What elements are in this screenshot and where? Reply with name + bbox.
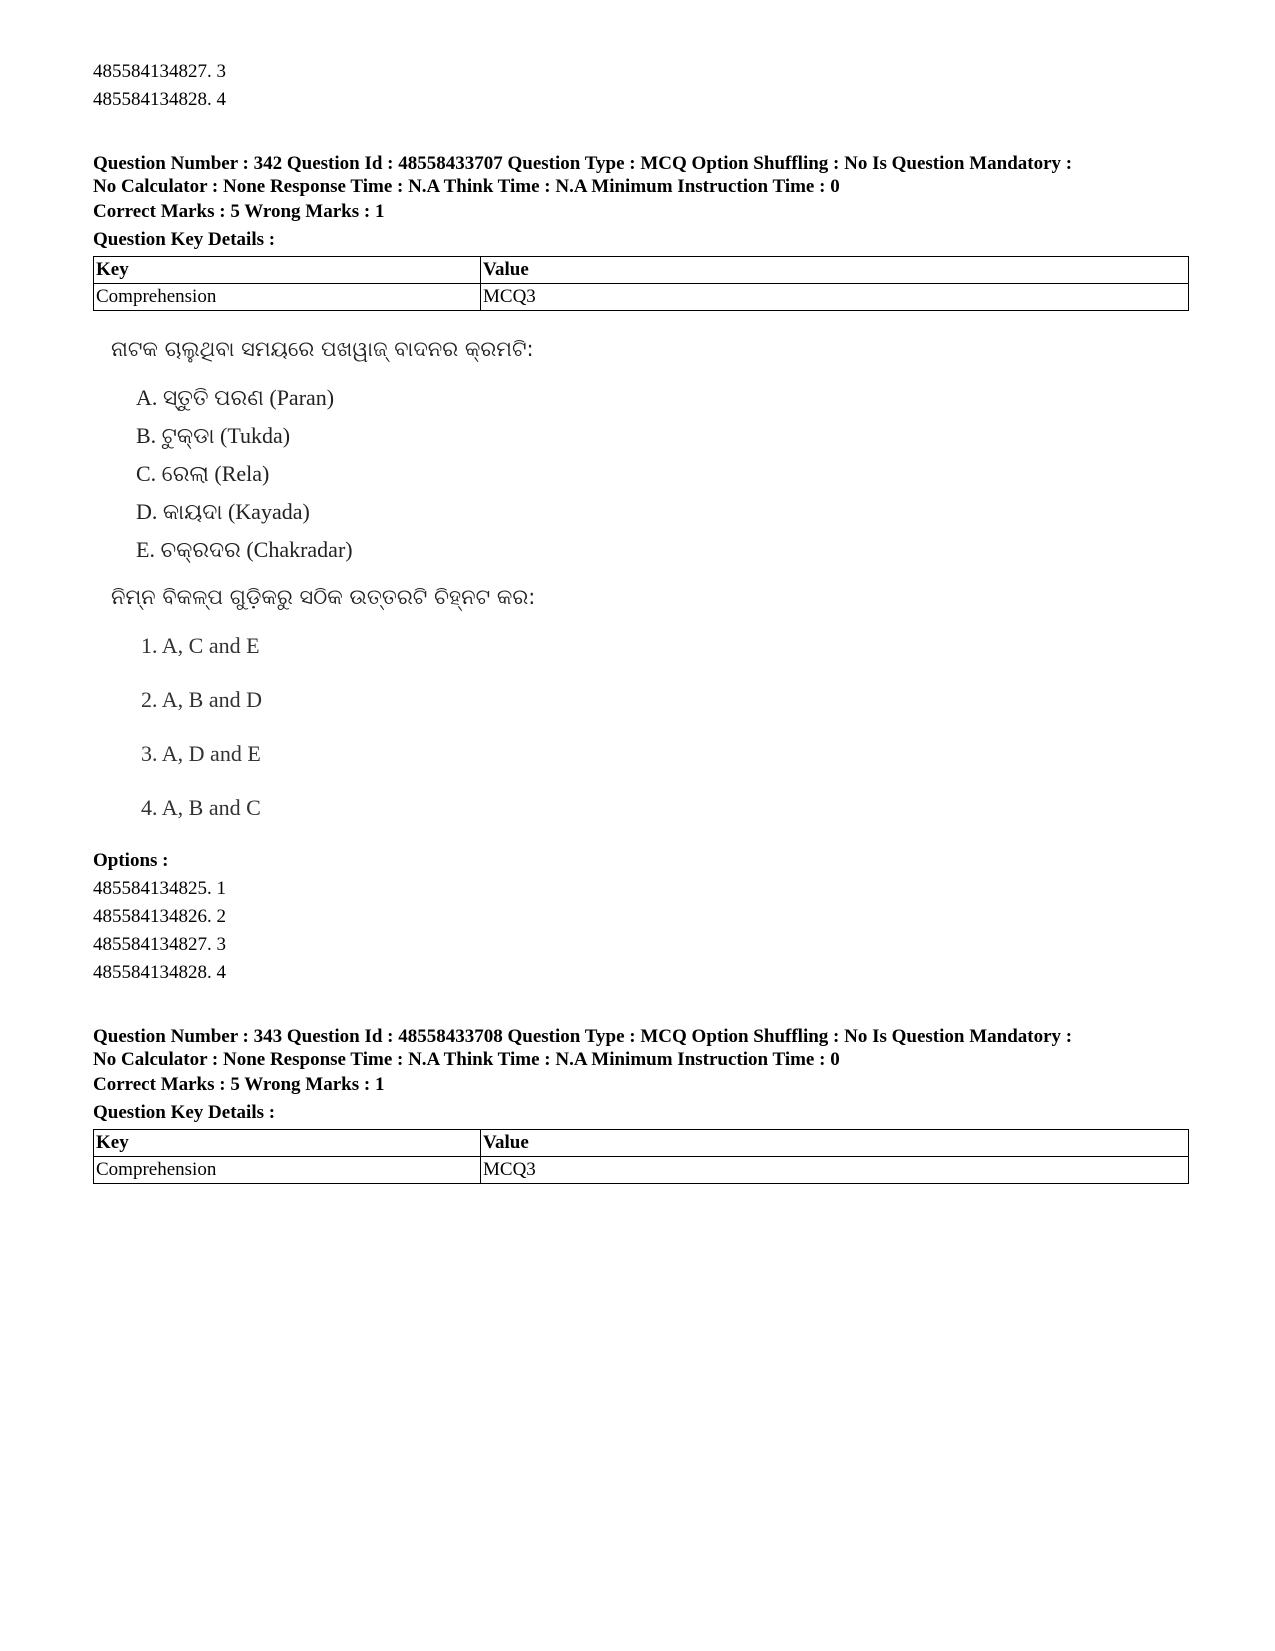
statement-item: B. ଟୁକ୍ଡା (Tukda) (136, 423, 291, 448)
table-cell-key: Comprehension (94, 284, 481, 311)
option-item: 485584134828. 4 (93, 89, 226, 110)
choice-item: 1. A, C and E (141, 633, 260, 658)
statement-item: D. କାୟଦା (Kayada) (136, 499, 310, 524)
question-stem: ନାଟକ ଚାଲୁଥିବା ସମୟରେ ପଖୱାଜ୍ ବାଦନର କ୍ରମଟି: (111, 337, 534, 361)
question-header-line1: Question Number : 343 Question Id : 48558433708 Question Type : MCQ Option Shuffling : No Is Question Mandatory : (93, 1026, 1073, 1047)
options-label: Options : (93, 850, 169, 871)
option-item: 485584134828. 4 (93, 962, 226, 983)
key-details-label: Question Key Details : (93, 1102, 276, 1123)
document-page (93, 58, 1189, 1184)
question-header-line1: Question Number : 342 Question Id : 48558433707 Question Type : MCQ Option Shuffling : No Is Question Mandatory : (93, 153, 1073, 174)
table-cell-value: MCQ3 (481, 284, 1189, 311)
option-item: 485584134827. 3 (93, 934, 226, 955)
table-cell-key: Comprehension (94, 1157, 481, 1184)
table-cell-value: MCQ3 (481, 1157, 1189, 1184)
question-header-line2: No Calculator : None Response Time : N.A Think Time : N.A Minimum Instruction Time : 0 (93, 176, 840, 197)
statement-list (136, 379, 1189, 569)
marks-line: Correct Marks : 5 Wrong Marks : 1 (93, 1074, 385, 1095)
choice-item: 2. A, B and D (141, 687, 262, 712)
marks-line: Correct Marks : 5 Wrong Marks : 1 (93, 201, 385, 222)
key-details-label: Question Key Details : (93, 229, 276, 250)
question-image (93, 335, 1189, 847)
key-details-table (93, 256, 1189, 311)
table-header-key: Key (94, 1130, 481, 1157)
question-343 (93, 1025, 1189, 1184)
previous-options-list (93, 58, 1189, 114)
table-header-key: Key (94, 257, 481, 284)
statement-item: E. ଚକ୍ରଦର (Chakradar) (136, 537, 353, 562)
table-header-value: Value (481, 1130, 1189, 1157)
statement-item: C. ରେଲା (Rela) (136, 461, 270, 486)
question-header-line2: No Calculator : None Response Time : N.A Think Time : N.A Minimum Instruction Time : 0 (93, 1049, 840, 1070)
option-item: 485584134825. 1 (93, 878, 226, 899)
choice-list (141, 631, 1189, 847)
choice-item: 4. A, B and C (141, 795, 261, 820)
key-details-table (93, 1129, 1189, 1184)
table-header-value: Value (481, 257, 1189, 284)
question-342 (93, 152, 1189, 987)
choice-item: 3. A, D and E (141, 741, 261, 766)
statement-item: A. ସ୍ତୁତି ପରଣ (Paran) (136, 385, 335, 410)
question-instruction: ନିମ୍ନ ବିକଳ୍ପ ଗୁଡ଼ିକରୁ ସଠିକ ଉତ୍ତରଟି ଚିହ୍ନଟ କର: (111, 585, 536, 609)
option-item: 485584134827. 3 (93, 61, 226, 82)
option-item: 485584134826. 2 (93, 906, 226, 927)
